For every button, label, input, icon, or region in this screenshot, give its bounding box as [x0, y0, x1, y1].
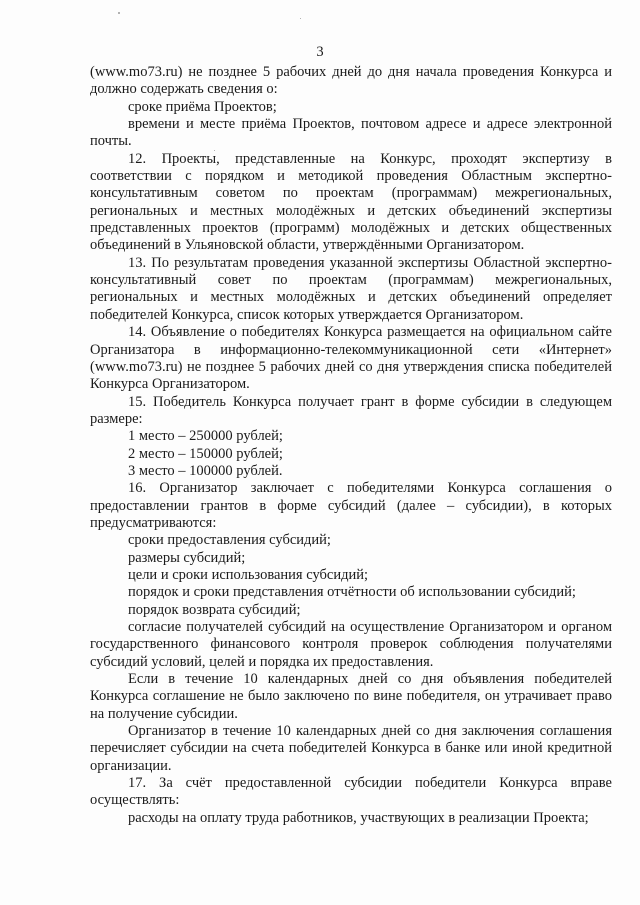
- scan-speck: [214, 150, 215, 151]
- paragraph-continuation: (www.mo73.ru) не позднее 5 рабочих дней до дня начала проведения Конкурса и должно содержать сведения о:: [90, 64, 612, 98]
- list-item-labor-costs: расходы на оплату труда работников, участвующих в реализации Проекта;: [128, 809, 589, 826]
- prize-first-place: 1 место – 250000 рублей;: [128, 428, 283, 445]
- list-item-consent-to-audit: согласие получателей субсидий на осуществление Организатором и органом государственного финансового контроля проверок соблюдения получателями субсидий условий, целей и порядка их предоставления.: [90, 619, 612, 670]
- list-item-subsidy-purposes: цели и сроки использования субсидий;: [128, 566, 369, 583]
- list-item-refund-procedure: порядок возврата субсидий;: [128, 601, 301, 618]
- list-item-subsidy-amounts: размеры субсидий;: [128, 549, 246, 566]
- scan-speck: [300, 18, 301, 19]
- list-item-reporting: порядок и сроки представления отчётности об использовании субсидий;: [128, 584, 576, 601]
- scan-speck: [118, 12, 120, 14]
- document-body: [90, 64, 612, 827]
- clause-13: 13. По результатам проведения указанной экспертизы Областной экспертно-консультативный совет по проектам (программам) межрегиональных, региональных и местных молодёжных и детских объединений определяет победителей Конкурса, список которых утверждается Организатором.: [90, 254, 612, 323]
- clause-14: 14. Объявление о победителях Конкурса размещается на официальном сайте Организатора в информационно-телекоммуникационной сети «Интернет» (www.mo73.ru) не позднее 5 рабочих дней со дня утверждения списка победителей Конкурса Организатором.: [90, 324, 612, 393]
- clause-16: 16. Организатор заключает с победителями Конкурса соглашения о предоставлении грантов в форме субсидий (далее – субсидии), в которых предусматриваются:: [90, 480, 612, 531]
- paragraph-agreement-deadline: Если в течение 10 календарных дней со дня объявления победителей Конкурса соглашение не было заключено по вине победителя, он утрачивает право на получение субсидии.: [90, 671, 612, 722]
- list-item-receipt-period: сроке приёма Проектов;: [128, 98, 277, 115]
- list-item-subsidy-terms: сроки предоставления субсидий;: [128, 532, 331, 549]
- clause-12: 12. Проекты, представленные на Конкурс, проходят экспертизу в соответствии с порядком и методикой проведения Областным экспертно-консультативным советом по проектам (программам) межрегиональных, региональных и местных молодёжных и детских объединений экспертизы представленных проектов (программ) молодёжных и детских общественных объединений в Ульяновской области, утверждёнными Организатором.: [90, 150, 612, 254]
- page-number: 3: [316, 44, 324, 60]
- clause-15: 15. Победитель Конкурса получает грант в форме субсидии в следующем размере:: [90, 393, 612, 427]
- clause-17: 17. За счёт предоставленной субсидии победители Конкурса вправе осуществлять:: [90, 775, 612, 809]
- list-item-receipt-time-place: времени и месте приёма Проектов, почтовом адресе и адресе электронной почты.: [90, 116, 612, 150]
- prize-second-place: 2 место – 150000 рублей;: [128, 445, 283, 462]
- prize-third-place: 3 место – 100000 рублей.: [128, 462, 283, 479]
- paragraph-subsidy-transfer: Организатор в течение 10 календарных дней со дня заключения соглашения перечисляет субсидии на счета победителей Конкурса в банке или иной кредитной организации.: [90, 723, 612, 774]
